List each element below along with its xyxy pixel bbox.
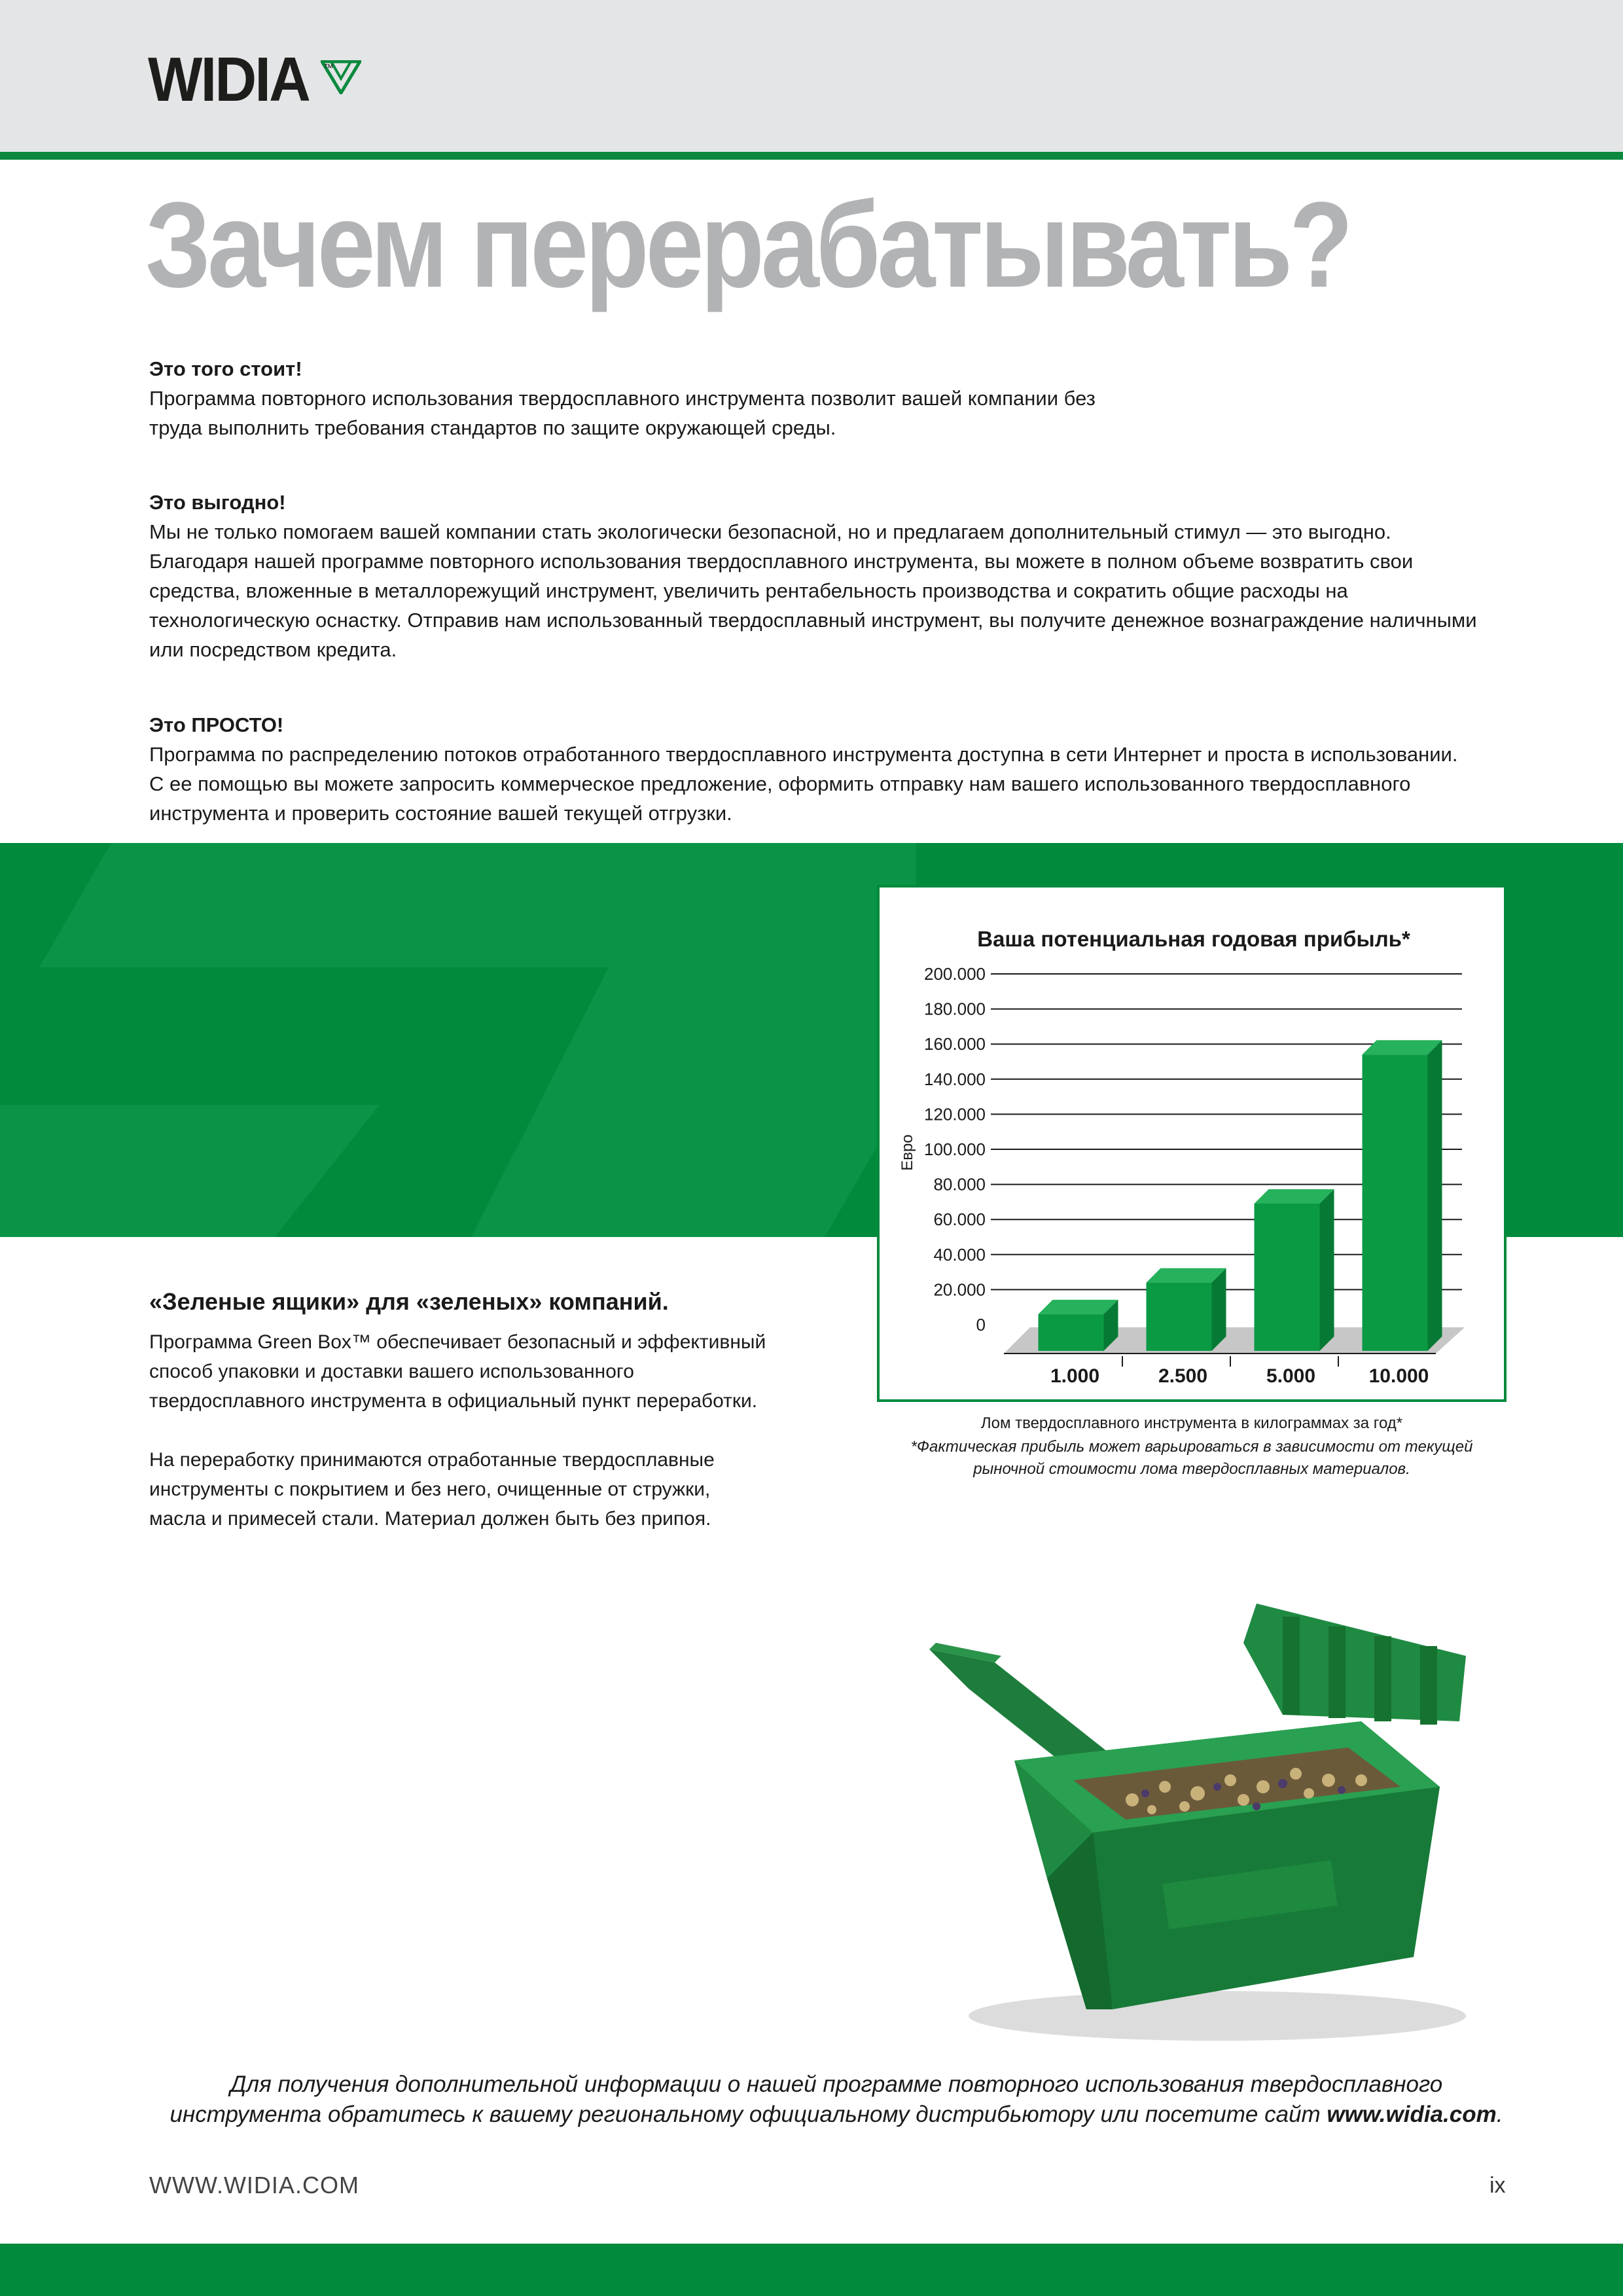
chart-bar-side: [1320, 1189, 1334, 1351]
section-line: инструмента и проверить состояние вашей текущей отгрузки.: [149, 802, 732, 825]
footer-note-text: инструмента обратитесь к вашему региональному официальному дистрибьютору или посетите сайт: [169, 2102, 1327, 2127]
green-box-image: [916, 1590, 1479, 2049]
logo-text: WIDIA: [148, 45, 310, 115]
footer-note-line: Для получения дополнительной информации о нашей программе повторного использования твердосплавного: [230, 2072, 1443, 2097]
section-line: или посредством кредита.: [149, 638, 397, 661]
section-heading: Это того стоит!: [149, 357, 302, 380]
section-line: средства, вложенные в металлорежущий инструмент, увеличить рентабельность производства и сократить общие расходы на: [149, 579, 1348, 602]
chart-footnote: [877, 1436, 1507, 1480]
section-line: Программа повторного использования твердосплавного инструмента позволит вашей компании без: [149, 387, 1096, 410]
footer-note-end: .: [1496, 2102, 1503, 2127]
chart-footnote-line: *Фактическая прибыль может варьироваться в зависимости от текущей: [910, 1438, 1473, 1456]
chart-xtick-label: 1.000: [1050, 1365, 1100, 1387]
greenbox-line: Программа Green Box™ обеспечивает безопасный и эффективный: [149, 1331, 766, 1353]
chart-bar: [1039, 1314, 1104, 1351]
bottom-bar: [0, 2244, 1623, 2296]
chart-xtick-label: 2.500: [1158, 1365, 1208, 1387]
chart-ytick-label: 160.000: [924, 1034, 986, 1054]
chart-xtick-label: 5.000: [1266, 1365, 1316, 1387]
chart-ylabel: Евро: [899, 1134, 916, 1171]
chart-footnote-line: рыночной стоимости лома твердосплавных материалов.: [973, 1460, 1410, 1478]
footer-url[interactable]: WWW.WIDIA.COM: [149, 2172, 359, 2198]
section-line: С ее помощью вы можете запросить коммерческое предложение, оформить отправку нам вашего использованного твердосплавного: [149, 772, 1411, 795]
section-line: Благодаря нашей программе повторного использования твердосплавного инструмента, вы можете в полном объеме возвратить свои: [149, 550, 1414, 573]
chart-bar-side: [1428, 1040, 1442, 1351]
greenbox-line: инструменты с покрытием и без него, очищенные от стружки,: [149, 1479, 711, 1500]
profit-chart: [877, 885, 1507, 1402]
chart-ytick-label: 140.000: [924, 1069, 986, 1089]
logo-trademark: ™: [323, 63, 334, 74]
chart-ytick-label: 120.000: [924, 1104, 986, 1124]
chart-ytick-label: 40.000: [933, 1244, 986, 1265]
greenbox-line: твердосплавного инструмента в официальный пункт переработки.: [149, 1390, 758, 1412]
greenbox-line: способ упаковки и доставки вашего использованного: [149, 1361, 634, 1382]
section-heading: Это ПРОСТО!: [149, 713, 284, 736]
greenbox-line: масла и примесей стали. Материал должен быть без припоя.: [149, 1508, 711, 1530]
chart-ytick-label: 100.000: [924, 1139, 986, 1159]
greenbox-block: [149, 1285, 843, 1534]
footer-note: [149, 2070, 1524, 2130]
profit-chart-svg: [880, 888, 1504, 1399]
section-line: труда выполнить требования стандартов по защите окружающей среды.: [149, 416, 836, 439]
chart-xtick-label: 10.000: [1368, 1365, 1429, 1387]
footer-note-line: [149, 2100, 1524, 2130]
chart-xlabel: Лом твердосплавного инструмента в килограммах за год*: [980, 1414, 1403, 1432]
section-line: Программа по распределению потоков отработанного твердосплавного инструмента доступна в сети Интернет и проста в использовании.: [149, 743, 1458, 766]
chart-ytick-label: 180.000: [924, 999, 986, 1019]
greenbox-heading: «Зеленые ящики» для «зеленых» компаний.: [149, 1288, 669, 1315]
chart-bar: [1255, 1204, 1320, 1351]
chart-ytick-label: 20.000: [933, 1280, 986, 1300]
section-heading: Это выгодно!: [149, 491, 286, 514]
footer-link[interactable]: www.widia.com: [1327, 2102, 1497, 2127]
chart-bar: [1363, 1054, 1428, 1351]
page-number: ix: [1489, 2173, 1506, 2198]
chart-ytick-label: 0: [976, 1315, 986, 1335]
chart-ytick-label: 60.000: [933, 1210, 986, 1230]
chart-ytick-label: 80.000: [933, 1174, 986, 1194]
section-profitable: [149, 488, 1510, 664]
page-title: Зачем перерабатывать?: [145, 177, 1350, 313]
chart-ytick-label: 200.000: [924, 964, 986, 984]
section-line: Мы не только помогаем вашей компании стать экологически безопасной, но и предлагаем дополнительный стимул — это выгодно.: [149, 520, 1391, 543]
greenbox-line: На переработку принимаются отработанные твердосплавные: [149, 1449, 715, 1471]
section-worth: [149, 355, 1510, 442]
widia-logo: [148, 45, 361, 115]
chart-bar-side: [1212, 1268, 1226, 1351]
section-line: технологическую оснастку. Отправив нам использованный твердосплавный инструмент, вы получите денежное вознаграждение наличными: [149, 609, 1477, 632]
section-simple: [149, 711, 1510, 828]
header-rule: [0, 152, 1623, 160]
chart-title: Ваша потенциальная годовая прибыль*: [977, 927, 1410, 951]
chart-bar: [1147, 1283, 1212, 1351]
